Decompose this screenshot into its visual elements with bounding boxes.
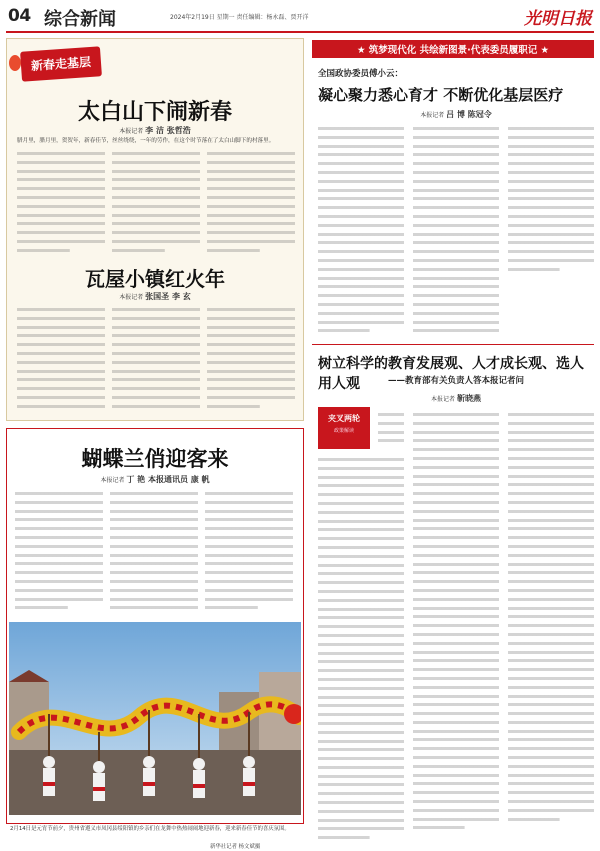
masthead-logo: 光明日报 <box>524 9 592 29</box>
article-3-byline: 本报记者 丁 艳 本报通讯员 康 帆 <box>100 475 210 484</box>
article-1-text-col-2 <box>112 149 200 257</box>
policy-column-logo: 夹叉两轮 政策解读 <box>318 407 370 449</box>
right-article-text-col-2 <box>413 124 499 336</box>
left-column <box>6 38 304 421</box>
article-3-text-col-2 <box>110 489 198 617</box>
education-article-subtitle: ——教育部有关负责人答本报记者问 <box>387 376 524 386</box>
dragon-dance-image <box>9 622 301 815</box>
education-article-intro-lines <box>378 410 404 450</box>
series-banner-text: ★ 筑梦现代化 共绘新图景·代表委员履职记 ★ <box>356 45 550 56</box>
stamp-label: 新春走基层 <box>20 46 102 82</box>
lantern-icon <box>9 55 21 71</box>
article-3-text-col-3 <box>205 489 293 617</box>
article-3-title: 蝴蝶兰俏迎客来 <box>81 446 229 471</box>
section-divider <box>312 344 594 345</box>
article-1-byline: 本报记者 李 洁 张哲浩 <box>119 126 191 135</box>
education-article-byline: 本报记者 靳晓燕 <box>431 394 481 403</box>
right-article-byline: 本报记者 吕 博 陈冠令 <box>420 110 492 119</box>
header-rule <box>6 31 594 33</box>
dragon-dance-photo <box>9 622 301 815</box>
right-article-kicker: 全国政协委员傅小云： <box>318 69 404 79</box>
series-banner <box>312 40 594 58</box>
feature-stamp <box>7 39 107 91</box>
page-number: 04 <box>8 6 31 26</box>
right-article-text-col-1 <box>318 124 404 336</box>
right-article-text-col-3 <box>508 124 594 336</box>
education-article-title: 树立科学的教育发展观、人才成长观、选人用人观 <box>318 356 584 392</box>
article-1-lead: 腊月里，腊月里，贺贺年，新春佳节，丝丝绕绕，一年的劳作，在这个时节落在了太白山脚下的村落里。 <box>17 138 275 144</box>
article-2-text-col-3 <box>207 305 295 417</box>
section-title: 综合新闻 <box>44 9 116 30</box>
article-1-text-col-1 <box>17 149 105 257</box>
photo-caption: 2月14日是元宵节前夕，贵州省遵义市凤冈县绥阳镇的乡亲们在龙舞中热热闹闹地迎新春，迎来新春佳节的喜庆氛围。 <box>10 826 290 832</box>
education-article-text-col-3 <box>508 410 594 843</box>
article-1-text-col-3 <box>207 149 295 257</box>
education-article-text-col-2 <box>413 410 499 843</box>
education-article-text-col-1 <box>318 455 404 843</box>
article-2-byline: 本报记者 张国圣 李 玄 <box>119 292 191 301</box>
photo-credit: 新华社记者 杨文斌摄 <box>210 844 261 850</box>
article-2-title: 瓦屋小镇红火年 <box>85 267 225 291</box>
article-3-text-col-1 <box>15 489 103 617</box>
article-2-text-col-1 <box>17 305 105 417</box>
article-2-text-col-2 <box>112 305 200 417</box>
page-header <box>0 0 600 34</box>
orchid-article-box <box>6 428 304 824</box>
header-meta: 2024年2月19日 星期一 责任编辑：杨永磊、贾开洋 <box>170 14 309 21</box>
new-year-feature-box <box>6 38 304 421</box>
article-1-title: 太白山下闹新春 <box>77 99 232 125</box>
right-article-title: 凝心聚力悉心育才 不断优化基层医疗 <box>318 86 564 104</box>
